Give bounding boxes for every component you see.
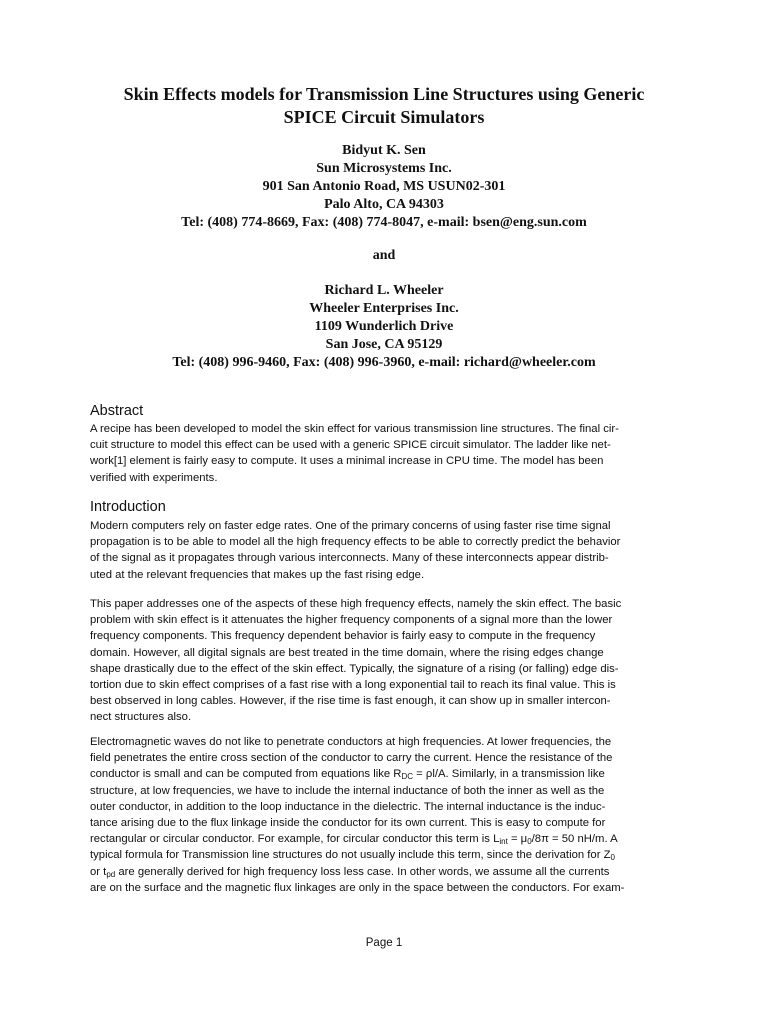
text-line: outer conductor, in addition to the loop inductance in the dielectric. The internal inductance is the induc- — [90, 800, 606, 813]
text-line: are on the surface and the magnetic flux linkages are only in the space between the conductors. For exam- — [90, 881, 625, 894]
author-organization: Sun Microsystems Inc. — [316, 161, 452, 176]
text-line: tance arising due to the flux linkage inside the conductor for its own current. This is easy to compute for — [90, 817, 606, 830]
author-block-2 — [60, 282, 708, 372]
paper-title — [60, 83, 708, 129]
abstract-paragraph — [90, 421, 690, 486]
intro-paragraph-1 — [90, 518, 690, 583]
author-street: 901 San Antonio Road, MS USUN02-301 — [262, 179, 506, 194]
text-line: or $t_{pd}$ are generally derived for high frequency loss less case. In other words, we assume all the currents — [90, 865, 610, 879]
intro-paragraph-3 — [90, 734, 690, 896]
page-number: Page 1 — [365, 937, 403, 949]
text-line: field penetrates the entire cross section of the conductor to carry the current. Hence the resistance of the — [90, 752, 613, 765]
author-contact: Tel: (408) 774-8669, Fax: (408) 774-8047, e-mail: bsen@eng.sun.com — [181, 215, 587, 230]
text-line: A recipe has been developed to model the skin effect for various transmission line structures. The final cir- — [90, 423, 619, 435]
author-name: Richard L. Wheeler — [324, 283, 444, 298]
text-line: nect structures also. — [90, 711, 192, 724]
text-line: best observed in long cables. However, if the rise time is fast enough, it can show up in smaller intercon- — [90, 695, 611, 708]
author-organization: Wheeler Enterprises Inc. — [309, 301, 459, 316]
text-line: conductor is small and can be computed from equations like $R_{DC} = \rho l/A$. Similarly, in a transmission like — [90, 768, 605, 782]
author-separator: and — [372, 248, 396, 263]
text-line: tortion due to skin effect comprises of a fast rise with a long exponential tail to reach its final value. This is — [90, 679, 616, 692]
introduction-heading: Introduction — [90, 499, 166, 515]
text-line: verified with experiments. — [90, 471, 218, 484]
text-line: domain. However, all digital signals are best treated in the time domain, where the rising edges change — [90, 646, 604, 659]
author-city: San Jose, CA 95129 — [325, 337, 443, 352]
author-contact: Tel: (408) 996-9460, Fax: (408) 996-3960, e-mail: richard@wheeler.com — [172, 355, 596, 370]
intro-paragraph-2 — [90, 596, 690, 726]
text-line: problem with skin effect is it attenuates the higher frequency components of a signal more than the lower — [90, 614, 613, 627]
text-line: of the signal as it propagates through various interconnects. Many of these interconnects appear distrib- — [90, 552, 609, 565]
title-line-2: SPICE Circuit Simulators — [283, 107, 485, 127]
abstract-heading: Abstract — [90, 403, 144, 419]
text-line: Modern computers rely on faster edge rates. One of the primary concerns of using faster rise time signal — [90, 520, 611, 532]
author-street: 1109 Wunderlich Drive — [314, 319, 454, 334]
text-line: frequency components. This frequency dependent behavior is fairly easy to compute in the frequency — [90, 630, 596, 643]
text-line: work[1] element is fairly easy to compute. It uses a minimal increase in CPU time. The model has been — [90, 455, 604, 468]
text-line: shape drastically due to the effect of the skin effect. Typically, the signature of a rising (or falling) edge dis- — [90, 662, 619, 675]
text-line: cuit structure to model this effect can be used with a generic SPICE circuit simulator. The ladder like net- — [90, 439, 611, 452]
title-line-1: Skin Effects models for Transmission Line Structures using Generic — [123, 84, 645, 104]
text-line: rectangular or circular conductor. For example, for circular conductor this term is $L_{int} = \mu_0/8\pi = 50$ nH/m. A — [90, 833, 618, 847]
text-line: typical formula for Transmission line structures do not usually include this term, since the derivation for $Z_0$ — [90, 849, 615, 863]
author-city: Palo Alto, CA 94303 — [324, 197, 444, 212]
text-line: Electromagnetic waves do not like to penetrate conductors at high frequencies. At lower frequencies, the — [90, 736, 612, 748]
text-line: This paper addresses one of the aspects of these high frequency effects, namely the skin effect. The basic — [90, 598, 622, 610]
author-name: Bidyut K. Sen — [342, 143, 426, 158]
text-line: uted at the relevant frequencies that makes up the fast rising edge. — [90, 568, 425, 581]
author-block-1 — [60, 142, 708, 232]
text-line: structure, at low frequencies, we have to include the internal inductance of both the inner as well as the — [90, 784, 605, 797]
text-line: propagation is to be able to model all the high frequency effects to be able to correctly predict the behavior — [90, 536, 621, 549]
